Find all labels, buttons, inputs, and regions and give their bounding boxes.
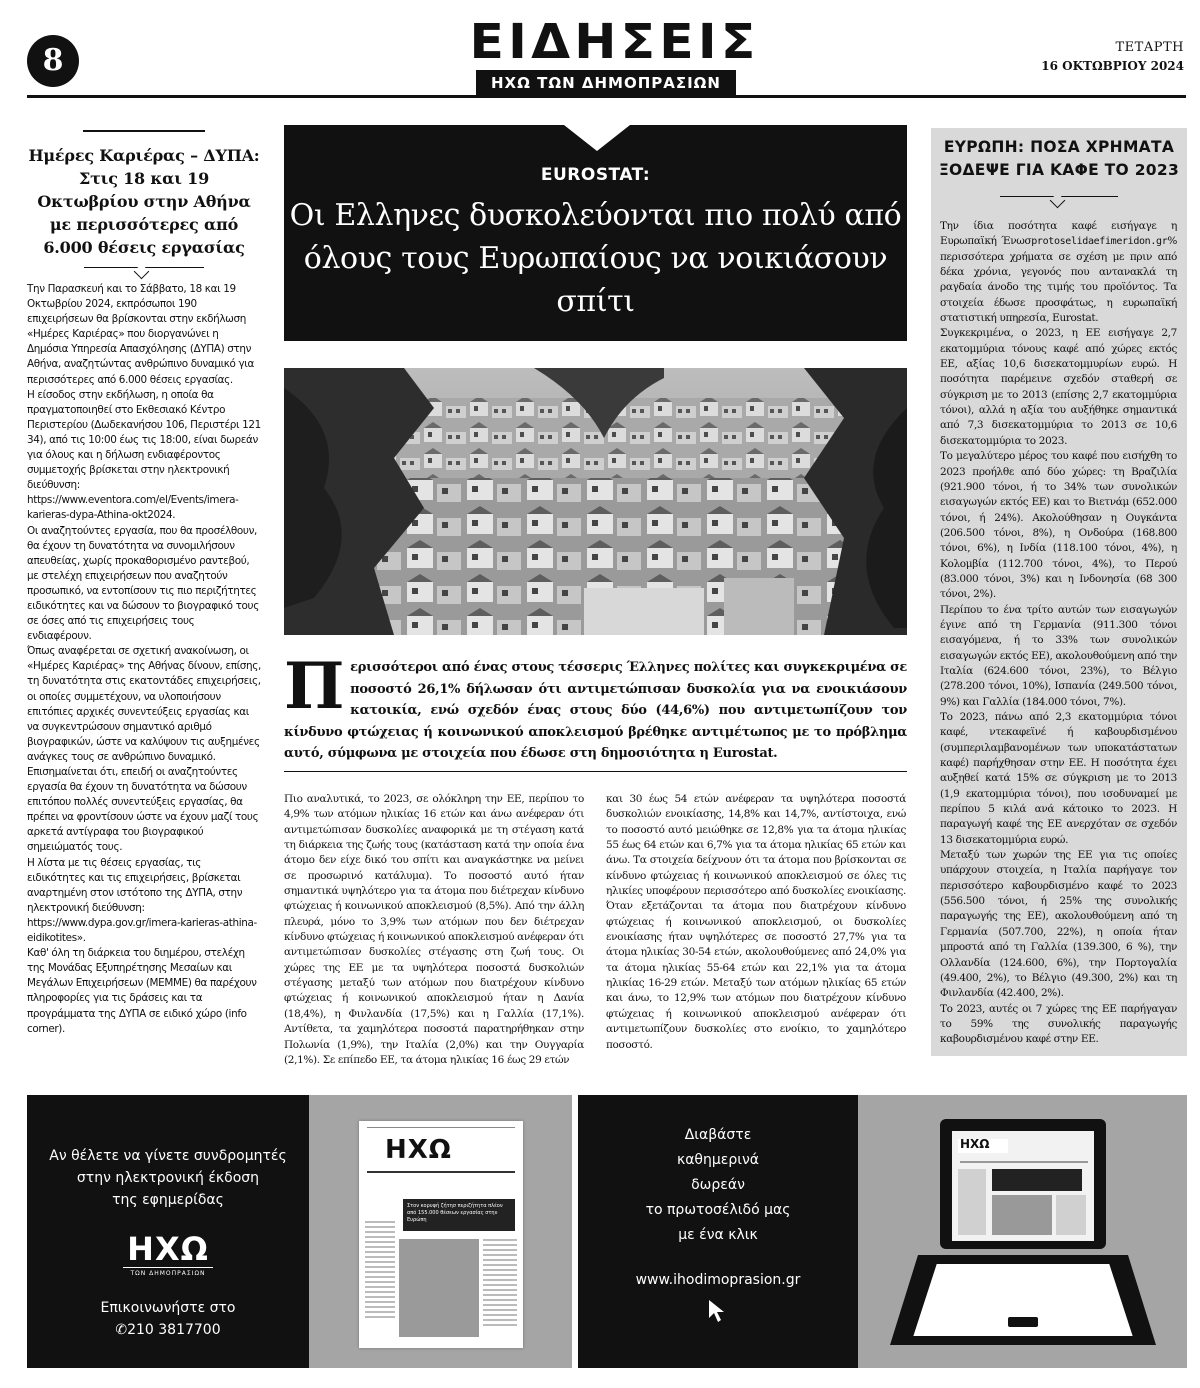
laptop-logo: ΗΧΩ <box>960 1137 990 1151</box>
left-article-top-rule <box>83 130 205 132</box>
phone-icon: ✆ <box>115 1322 128 1338</box>
masthead <box>469 14 760 97</box>
left-article-body <box>27 282 261 1037</box>
sidebar-paragraph: % περισσότερα χρήματα σε σχέση με πριν από δέκα χρόνια, γεγονός που αντανακλά τη ραγδαία άνοδο της τιμής του προϊόντος. Τα στοιχεία έδωσε προσφάτως, η ευρωπαϊκή στατιστική υπηρεσία, Eurostat. <box>940 235 1177 325</box>
sidebar-paragraph: Το 2023, πάνω από 2,3 εκατομμύρια τόνοι καφέ, ντεκαφεϊνέ ή καβουρδισμένου (συμπεριλαμβανομένων των υποκατάστατων καφέ) παρήχθησαν στην ΕΕ. Η ποσότητα έχει αυξηθεί κατά 15% σε σύγκριση με το 2013 (1,9 εκατομμύρια τόνοι), που ισοδυναμεί με περίπου 5 κιλά ανά κάτοικο το 2023. Η παραγωγή καφέ της ΕΕ ανερχόταν σε σχεδόν 13 δισεκατομμύρια ευρώ. <box>940 711 1177 846</box>
left-paragraph: Επισημαίνεται ότι, επειδή οι αναζητούντες εργασία θα έχουν τη δυνατότητα να δώσουν επιτόπου πολλές συνεντεύξεις εργασίας, θα πρέπει να φροντίσουν ώστε να έχουν μαζί τους αρκετά αντίγραφα του βιογραφικού σημειώματός τους. <box>27 766 259 854</box>
page-number: 8 <box>27 35 79 87</box>
drop-cap: Π <box>284 649 345 724</box>
read-online-text <box>578 1123 858 1248</box>
thumbnail-text-lines <box>365 1221 395 1321</box>
logo-sub: ΤΩΝ ΔΗΜΟΠΡΑΣΙΩΝ <box>123 1267 213 1277</box>
sidebar-body <box>931 197 1187 1048</box>
read-line: καθημερινά <box>676 1152 760 1168</box>
site-watermark: protoselidaefimeridon.gr <box>1031 236 1168 248</box>
newspaper-name: ΗΧΩ ΤΩΝ ΔΗΜΟΠΡΑΣΙΩΝ <box>476 70 736 97</box>
read-line: Διαβάστε <box>684 1127 752 1143</box>
read-line: το πρωτοσέλιδό μας <box>645 1202 791 1218</box>
frontpage-thumbnail[interactable] <box>359 1121 523 1348</box>
sidebar-divider <box>1000 196 1118 197</box>
laptop-banner[interactable] <box>858 1095 1187 1368</box>
subscribe-line: στην ηλεκτρονική έκδοση <box>76 1170 260 1186</box>
phone-number: 210 3817700 <box>127 1322 221 1338</box>
left-paragraph: Την Παρασκευή και το Σάββατο, 18 και 19 Οκτωβρίου 2024, εκπρόσωποι 190 επιχειρήσεων θα βρίσκονται στην εκδήλωση «Ημέρες Καριέρας» που διοργανώνει η Δημόσια Υπηρεσία Απασχόλησης (ΔΥΠΑ) στην Αθήνα, αναζητώντας ανθρώπινο δυναμικό για περισσότερες από 6.000 θέσεις εργασίας. <box>27 283 254 386</box>
header-divider <box>27 95 1186 98</box>
left-paragraph: Η λίστα με τις θέσεις εργασίας, τις ειδικότητες και τις επιχειρήσεις, βρίσκεται αναρτημένη στον ιστότοπο της ΔΥΠΑ, στην ηλεκτρονική διεύθυνση: https://www.dypa.gov.gr/imera-karieras-athina-eidikotites». <box>27 856 257 945</box>
coffee-sidebar <box>931 128 1187 1056</box>
subscribe-banner[interactable] <box>27 1095 309 1368</box>
laptop-icon <box>858 1095 1187 1368</box>
left-article <box>27 130 261 1037</box>
thumbnail-logo: ΗΧΩ <box>385 1135 452 1165</box>
issue-date-text: 16 ΟΚΤΩΒΡΙΟΥ 2024 <box>1041 59 1184 73</box>
contact-label: Επικοινωνήστε στο <box>100 1300 236 1316</box>
main-article-column-2: και 30 έως 54 ετών ανέφεραν τα υψηλότερα ποσοστά δυσκολιών ενοικίασης, 14,8% και 14,7%, αντίστοιχα, ενώ το ποσοστό αυτό μειώθηκε σε 12,8% για τα άτομα ηλικίας 55 έως 64 ετών και 6,7% για τα άτομα ηλικίας 65 ετών και άνω. Τα στοιχεία δείχνουν ότι τα άτομα που βρίσκονται σε κίνδυνο φτώχειας ή κοινωνικού αποκλεισμού σε όλες τις ηλικίες υποφέρουν περισσότερο από δυσκολίες ενοικίασης. Όταν εξετάζονται τα άτομα που διατρέχουν κίνδυνο φτώχειας ή κοινωνικού αποκλεισμού, οι δυσκολίες ενοικίασης ήταν υψηλότερες σε ποσοστό 27,7% για τα άτομα ηλικίας 30-54 ετών, ακολουθούμενες από 24,0% για τα άτομα ηλικίας 55-64 ετών και 22,1% για τα άτομα ηλικίας 16-29 ετών. Μεταξύ των ατόμων ηλικίας 65 ετών και άνω, το 12,9% των ατόμων που διατρέχουν κίνδυνο φτώχειας ή κοινωνικού αποκλεισμού ανέφεραν ότι αντιμετωπίζουν δυσκολίες στο ενοίκιο, το χαμηλότερο ποσοστό. <box>606 793 906 1051</box>
lead-divider <box>284 771 907 772</box>
sidebar-title: ΕΥΡΩΠΗ: ΠΟΣΑ ΧΡΗΜΑΤΑ ΞΟΔΕΨΕ ΓΙΑ ΚΑΦΕ ΤΟ 2023 <box>938 138 1180 179</box>
title-notch <box>564 125 630 151</box>
main-article-lead <box>284 649 907 765</box>
main-article-title-box <box>284 125 907 341</box>
contact-info <box>27 1297 309 1341</box>
sidebar-paragraph: Το 2023, αυτές οι 7 χώρες της ΕΕ παρήγαγαν το 59% της συνολικής παραγωγής καβουρδισμένου καφέ στην ΕΕ. <box>940 1002 1177 1046</box>
cursor-icon <box>706 1298 730 1328</box>
main-article-headline: Οι Ελληνες δυσκολεύονται πιο πολύ από όλους τους Ευρωπαίους να νοικιάσουν σπίτι <box>289 198 902 319</box>
frontpage-preview-banner[interactable] <box>309 1095 572 1368</box>
newspaper-logo <box>123 1230 213 1277</box>
thumbnail-text-lines <box>483 1239 517 1329</box>
logo-main: ΗΧΩ <box>127 1230 209 1268</box>
subscribe-text <box>27 1145 309 1211</box>
thumbnail-bar <box>367 1171 515 1173</box>
phone-row[interactable] <box>27 1319 309 1341</box>
thumbnail-top-rule <box>367 1127 515 1131</box>
issue-day: ΤΕΤΑΡΤΗ <box>1115 40 1184 55</box>
sidebar-paragraph: Περίπου το ένα τρίτο αυτών των εισαγωγών έγινε από τη Γερμανία (911.300 τόνοι εισαγόμενα, ή το 33% των συνολικών εισαγωγών εκτός ΕΕ), ακολουθούμενη από την Ιταλία (624.600 τόνοι, 23%), το Βέλγιο (278.200 τόνοι, 10%), Ισπανία (249.500 τόνοι, 9%) και Γαλλία (184.000 τόνοι, 7%). <box>940 603 1177 708</box>
lead-text: ερισσότεροι από ένας στους τέσσερις Έλληνες πολίτες και συγκεκριμένα σε ποσοστό 26,1% δήλωσαν ότι αντιμετώπισαν δυσκολία για να ενοικιάσουν κατοικία, ενώ σχεδόν ένας στους δύο (44,6%) που αντιμετωπίζουν τον κίνδυνο φτώχειας ή κοινωνικού αποκλεισμού βρέθηκε αντιμέτωπος με το πρόβλημα αυτό, σύμφωνα με στοιχεία που έδωσε στη δημοσιότητα η Eurostat. <box>284 660 907 761</box>
subscribe-line: Αν θέλετε να γίνετε συνδρομητές <box>49 1148 287 1164</box>
issue-date <box>1041 40 1184 73</box>
read-line: με ένα κλικ <box>678 1227 758 1243</box>
thumbnail-photo <box>399 1239 479 1337</box>
main-article-column-1: Πιο αναλυτικά, το 2023, σε ολόκληρη την ΕΕ, περίπου το 4,9% των ατόμων ηλικίας 16 ετών και άνω ανέφεραν ότι αντιμετώπισαν δυσκολίες αναφορικά με τη στέγαση κατά τη διάρκεια της ζωής τους (κατάσταση κατά την οποία ένα άτομο δεν είχε δικό του σπίτι και αναγκάστηκε να μείνει σε προσωρινό κατάλυμα). Το ποσοστό αυτό ήταν σημαντικά υψηλότερο για τα άτομα που διέτρεχαν κίνδυνο φτώχειας ή κοινωνικού αποκλεισμού (8,5%). Από την άλλη πλευρά, μόνο το 3,9% των ατόμων που δεν διέτρεχαν κίνδυνο φτώχειας ή κοινωνικού αποκλεισμού ανέφεραν ότι αντιμετώπισαν δυσκολίες στέγασης στη ζωή τους. Οι χώρες της ΕΕ με τα υψηλότερα ποσοστά δυσκολιών στέγασης μεταξύ των ατόμων που διατρέχουν κίνδυνο φτώχειας ή κοινωνικού αποκλεισμού ήταν η Δανία (18,4%), η Φινλανδία (17,5%) και η Γαλλία (17,1%). Αντίθετα, τα χαμηλότερα ποσοστά παρατηρήθηκαν στην Πολωνία (1,9%), την Ιταλία (2,0%) και την Ουγγαρία (2,1%). Σε επίπεδο ΕΕ, τα άτομα ηλικίας 16 έως 29 ετών <box>284 793 584 1066</box>
website-link[interactable]: www.ihodimoprasion.gr <box>635 1272 801 1288</box>
article-photo-rooftops <box>284 368 907 635</box>
sidebar-paragraph: Συγκεκριμένα, ο 2023, η ΕΕ εισήγαγε 2,7 εκατομμύρια τόνους καφέ από χώρες εκτός ΕΕ, αξίας 10,6 δισεκατομμυρίων ευρώ. Η ποσότητα παρέμεινε σχεδόν σταθερή σε σύγκριση με το 2013 (επίσης 2,7 εκατομμύρια τόνοι), αλλά η αξία του αυξήθηκε σημαντικά από 7,3 δισεκατομμύρια το 2013 σε 10,6 δισεκατομμύρια το 2023. <box>940 327 1177 447</box>
thumbnail-headline: Στον κορυφή ζήτησ περιζήτητα πλέον από 155.000 θέσεων εργασίας στην Ευρώπη <box>403 1199 515 1231</box>
main-article-body <box>284 792 907 1068</box>
sidebar-paragraph: Μεταξύ των χωρών της ΕΕ για τις οποίες υπάρχουν στοιχεία, η Ιταλία παρήγαγε τον περισσότερο καβουρδισμένο καφέ το 2023 (556.500 τόνοι, ή 25% της συνολικής παραγωγής της ΕΕ), ακολουθούμενη από τη Γερμανία (507.700, 22%), η οποία ήταν μπροστά από τη Γαλλία (139.300, 6 %), την Ολλανδία (124.600, 6%), την Πορτογαλία (49.400, 2%), το Βέλγιο (49.300, 2%) και τη Φινλανδία (42.400, 2%). <box>940 849 1177 1000</box>
left-paragraph: Καθ' όλη τη διάρκεια του διημέρου, στελέχη της Μονάδας Εξυπηρέτησης Μεσαίων και Μεγάλων Επιχειρήσεων (ΜΕΜΜΕ) θα παρέχουν πληροφορίες για τις δράσεις και τα προγράμματα της ΔΥΠΑ σε ειδικό χώρο (info corner). <box>27 947 257 1035</box>
sidebar-paragraph: Το μεγαλύτερο μέρος του καφέ που εισήχθη το 2023 προήλθε από δύο χώρες: τη Βραζιλία (921.900 τόνοι, ή το 34% των συνολικών εισαγωγών εκτός ΕΕ) και το Βιετνάμ (652.000 τόνοι, ή 24%). Ακολούθησαν η Ουγκάντα (206.500 τόνοι, 8%), η Ονδούρα (168.800 τόνοι, 6%), η Ινδία (118.100 τόνοι, 4%), η Κολομβία (112.700 τόνοι, 4%), το Περού (83.000 τόνοι, 3%) και η Ινδονησία (68 300 τόνοι, 2%). <box>940 450 1177 601</box>
read-line: δωρεάν <box>691 1177 745 1193</box>
section-title: ΕΙΔΗΣΕΙΣ <box>469 14 760 70</box>
subscribe-line: της εφημερίδας <box>112 1192 224 1208</box>
left-paragraph: Οι αναζητούντες εργασία, που θα προσέλθουν, θα έχουν τη δυνατότητα να συνομιλήσουν απευθείας, χωρίς προκαθορισμένο ραντεβού, με στελέχη επιχειρήσεων που αναζητούν προσωπικό, να εντοπίσουν τις πιο περιζήτητες ειδικότητες και να δώσουν το βιογραφικό τους σε όσες από τις επιχειρήσεις τους ενδιαφέρουν. <box>27 524 259 643</box>
left-paragraph: Όπως αναφέρεται σε σχετική ανακοίνωση, οι «Ημέρες Καριέρας» της Αθήνας δίνουν, επίσης, τη δυνατότητα στις εκατοντάδες επιχειρήσεις, οι οποίες συμμετέχουν, να υλοποιήσουν επιτόπιες αρχικές συνεντεύξεις εργασίας και να συγκεντρώσουν σημαντικό αριθμό βιογραφικών, ώστε να καλύψουν τις αυξημένες ανάγκες τους σε ανθρώπινο δυναμικό. <box>27 645 261 763</box>
left-article-divider <box>84 267 204 268</box>
read-online-banner[interactable] <box>578 1095 858 1368</box>
left-article-title: Ημέρες Καριέρας – ΔΥΠΑ: Στις 18 και 19 Οκτωβρίου στην Αθήνα με περισσότερες από 6.000 θέσεις εργασίας <box>28 146 260 257</box>
sidebar-paragraph: Την ίδια ποσότητα καφέ εισήγαγε η Ευρωπαϊκή Ένωσ <box>940 220 1177 248</box>
main-article-kicker: EUROSTAT: <box>540 165 651 185</box>
left-paragraph: Η είσοδος στην εκδήλωση, η οποία θα πραγματοποιηθεί στο Εκθεσιακό Κέντρο Περιστερίου (Δωδεκανήσου 106, Περιστέρι 121 34), από τις 10:00 έως τις 18:00, είναι δωρεάν για όλους και η δήλωση ενδιαφέροντος συμμετοχής βρίσκεται στην ηλεκτρονική διεύθυνση: https://www.eventora.com/el/Events/imera-karieras-dypa-Athina-okt2024. <box>27 388 261 522</box>
